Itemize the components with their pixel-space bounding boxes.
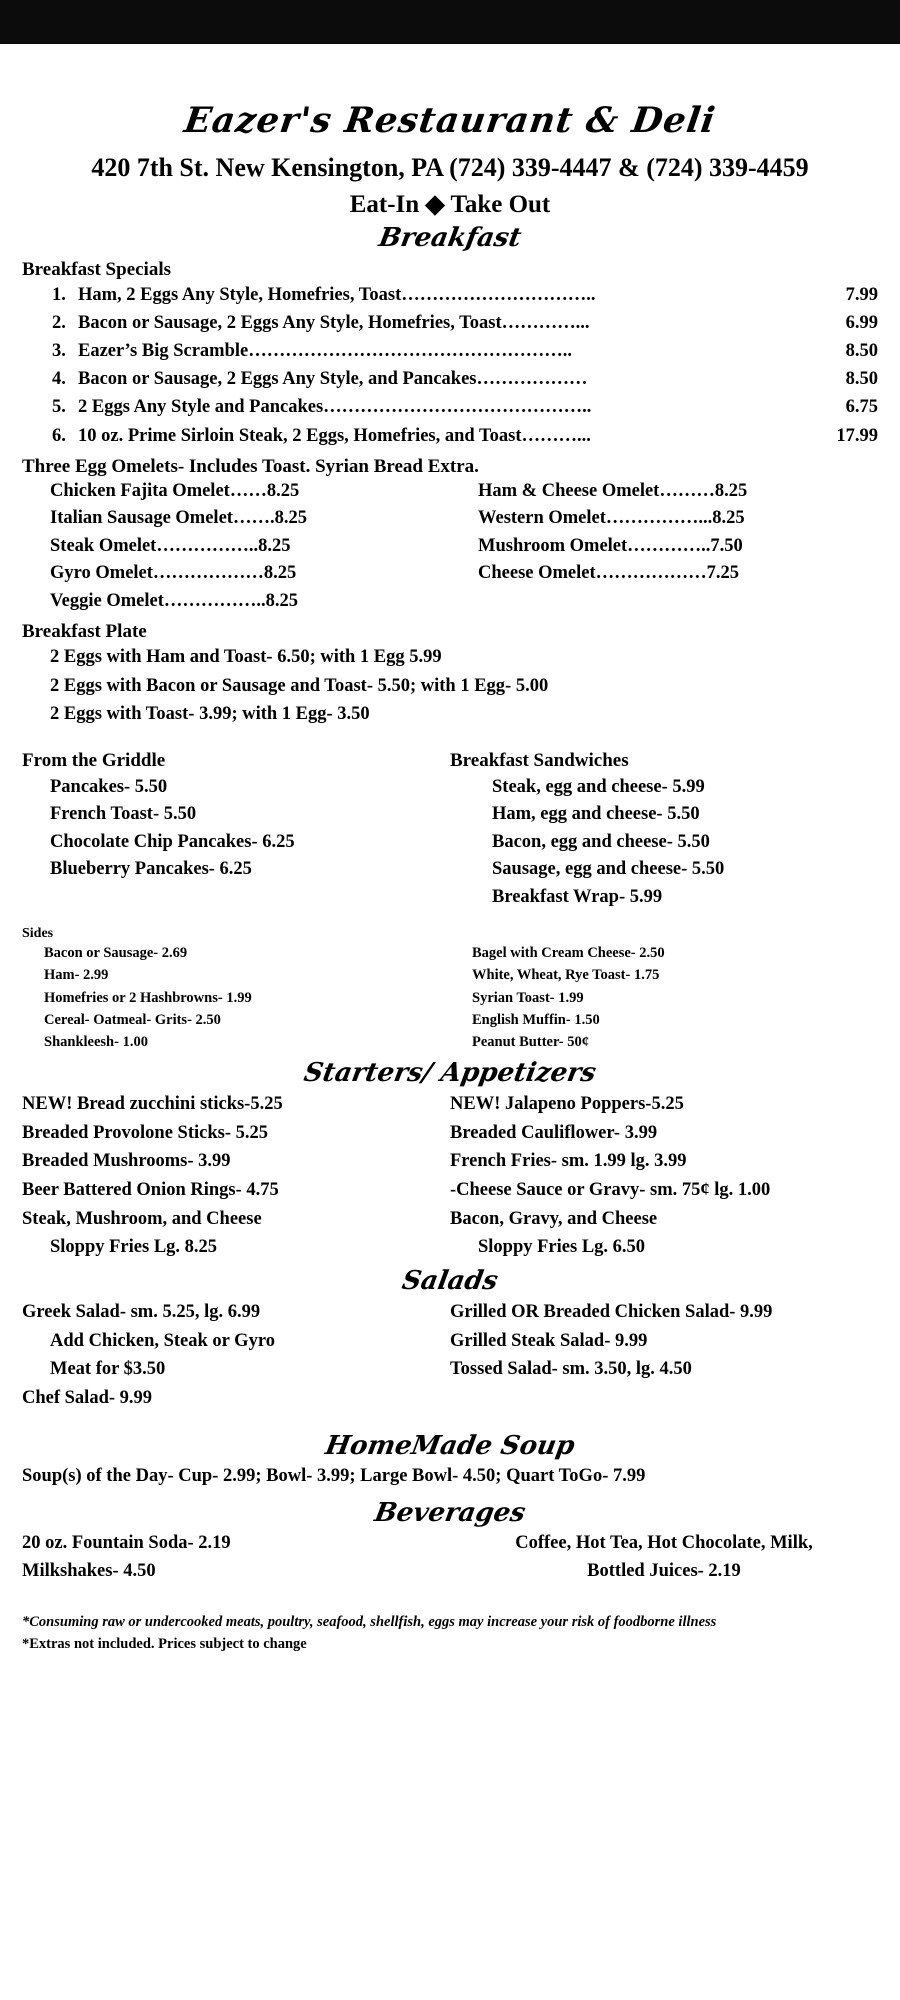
list-item [22,281,878,309]
list-item [22,393,878,421]
beverages-right-column [450,1530,878,1586]
breakfast-plate-title: Breakfast Plate [22,621,147,643]
section-heading-beverages: Beverages [372,1498,528,1529]
beverages-left-column [22,1530,450,1586]
item-number: 1. [52,285,66,305]
list-item: NEW! Bread zucchini sticks-5.25 [22,1093,283,1114]
salads-columns [22,1298,878,1413]
sides-right-column [450,942,878,1054]
list-item: Mushroom Omelet…………..7.50 [478,535,743,556]
list-item [22,365,878,393]
section-heading-salads: Salads [399,1265,501,1296]
list-item: Steak Omelet……………..8.25 [50,535,291,556]
breakfast-specials-list [22,281,878,450]
omelets-title: Three Egg Omelets- Includes Toast. Syrian Bread Extra. [22,455,479,477]
top-black-bar [0,0,900,44]
list-item: Steak, Mushroom, and Cheese [22,1208,262,1229]
soup-line: Soup(s) of the Day- Cup- 2.99; Bowl- 3.99; Large Bowl- 4.50; Quart ToGo- 7.99 [22,1465,646,1486]
list-item: Cheese Omelet………………7.25 [478,563,740,584]
list-item: Add Chicken, Steak or Gyro [50,1330,275,1351]
item-price: 6.75 [845,397,878,418]
list-item: 2 Eggs with Ham and Toast- 6.50; with 1 Egg 5.99 [50,647,442,668]
list-item: French Toast- 5.50 [50,804,197,825]
item-name: Ham, 2 Eggs Any Style, Homefries, Toast………………………….. [78,285,596,305]
list-item: 2 Eggs with Bacon or Sausage and Toast- 5.50; with 1 Egg- 5.00 [50,675,549,696]
breakfast-plate-list [22,643,878,727]
appetizers-left-column [22,1090,450,1262]
list-item: Chocolate Chip Pancakes- 6.25 [50,831,295,852]
list-item: Tossed Salad- sm. 3.50, lg. 4.50 [450,1359,692,1380]
list-item: NEW! Jalapeno Poppers-5.25 [450,1093,684,1114]
list-item: Sloppy Fries Lg. 6.50 [478,1237,646,1258]
sides-columns [22,942,878,1054]
list-item [22,422,878,450]
list-item: -Cheese Sauce or Gravy- sm. 75¢ lg. 1.00 [450,1179,771,1200]
item-number: 6. [52,425,66,446]
list-item: Coffee, Hot Tea, Hot Chocolate, Milk, [515,1533,813,1554]
list-item: Pancakes- 5.50 [50,776,168,797]
section-heading-breakfast: Breakfast [376,223,524,253]
list-item: Bacon or Sausage- 2.69 [44,944,188,961]
list-item: Homefries or 2 Hashbrowns- 1.99 [44,989,252,1006]
list-item: Bacon, egg and cheese- 5.50 [492,831,710,852]
list-item: Breakfast Wrap- 5.99 [492,887,663,908]
list-item: Beer Battered Onion Rings- 4.75 [22,1179,279,1200]
griddle-and-sandwiches [22,750,878,912]
item-name: Bacon or Sausage, 2 Eggs Any Style, and Pancakes……………… [78,369,588,390]
list-item: Chicken Fajita Omelet……8.25 [50,480,300,501]
sides-left-column [22,942,450,1054]
disclaimer-line-1: *Consuming raw or undercooked meats, poultry, seafood, shellfish, eggs may increase your risk of foodborne illness [22,1613,717,1630]
disclaimer [22,1612,878,1656]
list-item: Blueberry Pancakes- 6.25 [50,859,252,880]
list-item: Grilled OR Breaded Chicken Salad- 9.99 [450,1301,773,1322]
salads-right-column [450,1298,878,1413]
list-item: Italian Sausage Omelet…….8.25 [50,508,307,529]
item-price: 7.99 [845,285,878,305]
list-item: Veggie Omelet……………..8.25 [50,590,298,611]
service-line: Eat-In ◆ Take Out [349,191,551,218]
list-item: Breaded Provolone Sticks- 5.25 [22,1122,268,1143]
beverages-columns [22,1530,878,1586]
item-number: 2. [52,313,66,334]
omelets-left-column [22,478,450,616]
list-item: Grilled Steak Salad- 9.99 [450,1330,648,1351]
item-price: 17.99 [836,425,878,446]
salads-left-column [22,1298,450,1413]
list-item: Meat for $3.50 [50,1359,166,1380]
list-item: Sloppy Fries Lg. 8.25 [50,1237,218,1258]
list-item: Breaded Cauliflower- 3.99 [450,1122,658,1143]
disclaimer-line-2: *Extras not included. Prices subject to change [22,1635,307,1652]
breakfast-specials-title: Breakfast Specials [22,259,172,280]
list-item: Gyro Omelet………………8.25 [50,563,297,584]
appetizers-right-column [450,1090,878,1262]
item-number: 4. [52,369,66,390]
section-heading-starters: Starters/ Appetizers [301,1057,599,1088]
list-item: English Muffin- 1.50 [472,1012,600,1029]
item-number: 5. [52,397,66,418]
list-item: French Fries- sm. 1.99 lg. 3.99 [450,1151,687,1172]
sides-title: Sides [22,925,54,941]
list-item: Peanut Butter- 50¢ [472,1034,590,1051]
breakfast-sandwiches-column [450,750,878,912]
list-item: Milkshakes- 4.50 [22,1561,156,1582]
list-item: Chef Salad- 9.99 [22,1388,153,1408]
item-name: Bacon or Sausage, 2 Eggs Any Style, Homefries, Toast…………... [78,313,590,334]
list-item: Shankleesh- 1.00 [44,1034,148,1051]
list-item: White, Wheat, Rye Toast- 1.75 [472,967,660,984]
breakfast-sandwiches-title: Breakfast Sandwiches [450,749,629,771]
list-item [22,309,878,337]
list-item: Cereal- Oatmeal- Grits- 2.50 [44,1012,221,1029]
item-price: 8.50 [845,369,878,390]
restaurant-name: Eazer's Restaurant & Deli [181,100,719,141]
item-price: 6.99 [845,313,878,334]
item-price: 8.50 [845,341,878,362]
item-number: 3. [52,341,66,362]
section-heading-soup: HomeMade Soup [323,1430,577,1461]
list-item: Syrian Toast- 1.99 [472,989,584,1006]
list-item: Ham- 2.99 [44,967,109,984]
list-item: 20 oz. Fountain Soda- 2.19 [22,1533,231,1554]
list-item: Breaded Mushrooms- 3.99 [22,1151,231,1172]
list-item: Ham, egg and cheese- 5.50 [492,804,700,825]
list-item: Sausage, egg and cheese- 5.50 [492,859,725,880]
list-item: Ham & Cheese Omelet………8.25 [478,480,748,501]
appetizers-columns [22,1090,878,1262]
list-item: 2 Eggs with Toast- 3.99; with 1 Egg- 3.50 [50,703,370,724]
list-item: Bottled Juices- 2.19 [587,1561,741,1582]
item-name: 10 oz. Prime Sirloin Steak, 2 Eggs, Homefries, and Toast………... [78,425,591,446]
list-item: Steak, egg and cheese- 5.99 [492,776,705,797]
list-item: Bacon, Gravy, and Cheese [450,1208,658,1229]
menu-page [0,100,900,1655]
item-name: 2 Eggs Any Style and Pancakes…………………………………….. [78,397,592,418]
griddle-column [22,750,450,912]
list-item [22,337,878,365]
list-item: Western Omelet……………...8.25 [478,508,745,529]
omelets-right-column [450,478,878,616]
griddle-title: From the Griddle [22,749,166,771]
item-name: Eazer’s Big Scramble…………………………………………….. [78,341,572,362]
omelets-columns [22,478,878,616]
address-line: 420 7th St. New Kensington, PA (724) 339-4447 & (724) 339-4459 [91,153,809,182]
list-item: Greek Salad- sm. 5.25, lg. 6.99 [22,1301,261,1322]
list-item: Bagel with Cream Cheese- 2.50 [472,944,665,961]
